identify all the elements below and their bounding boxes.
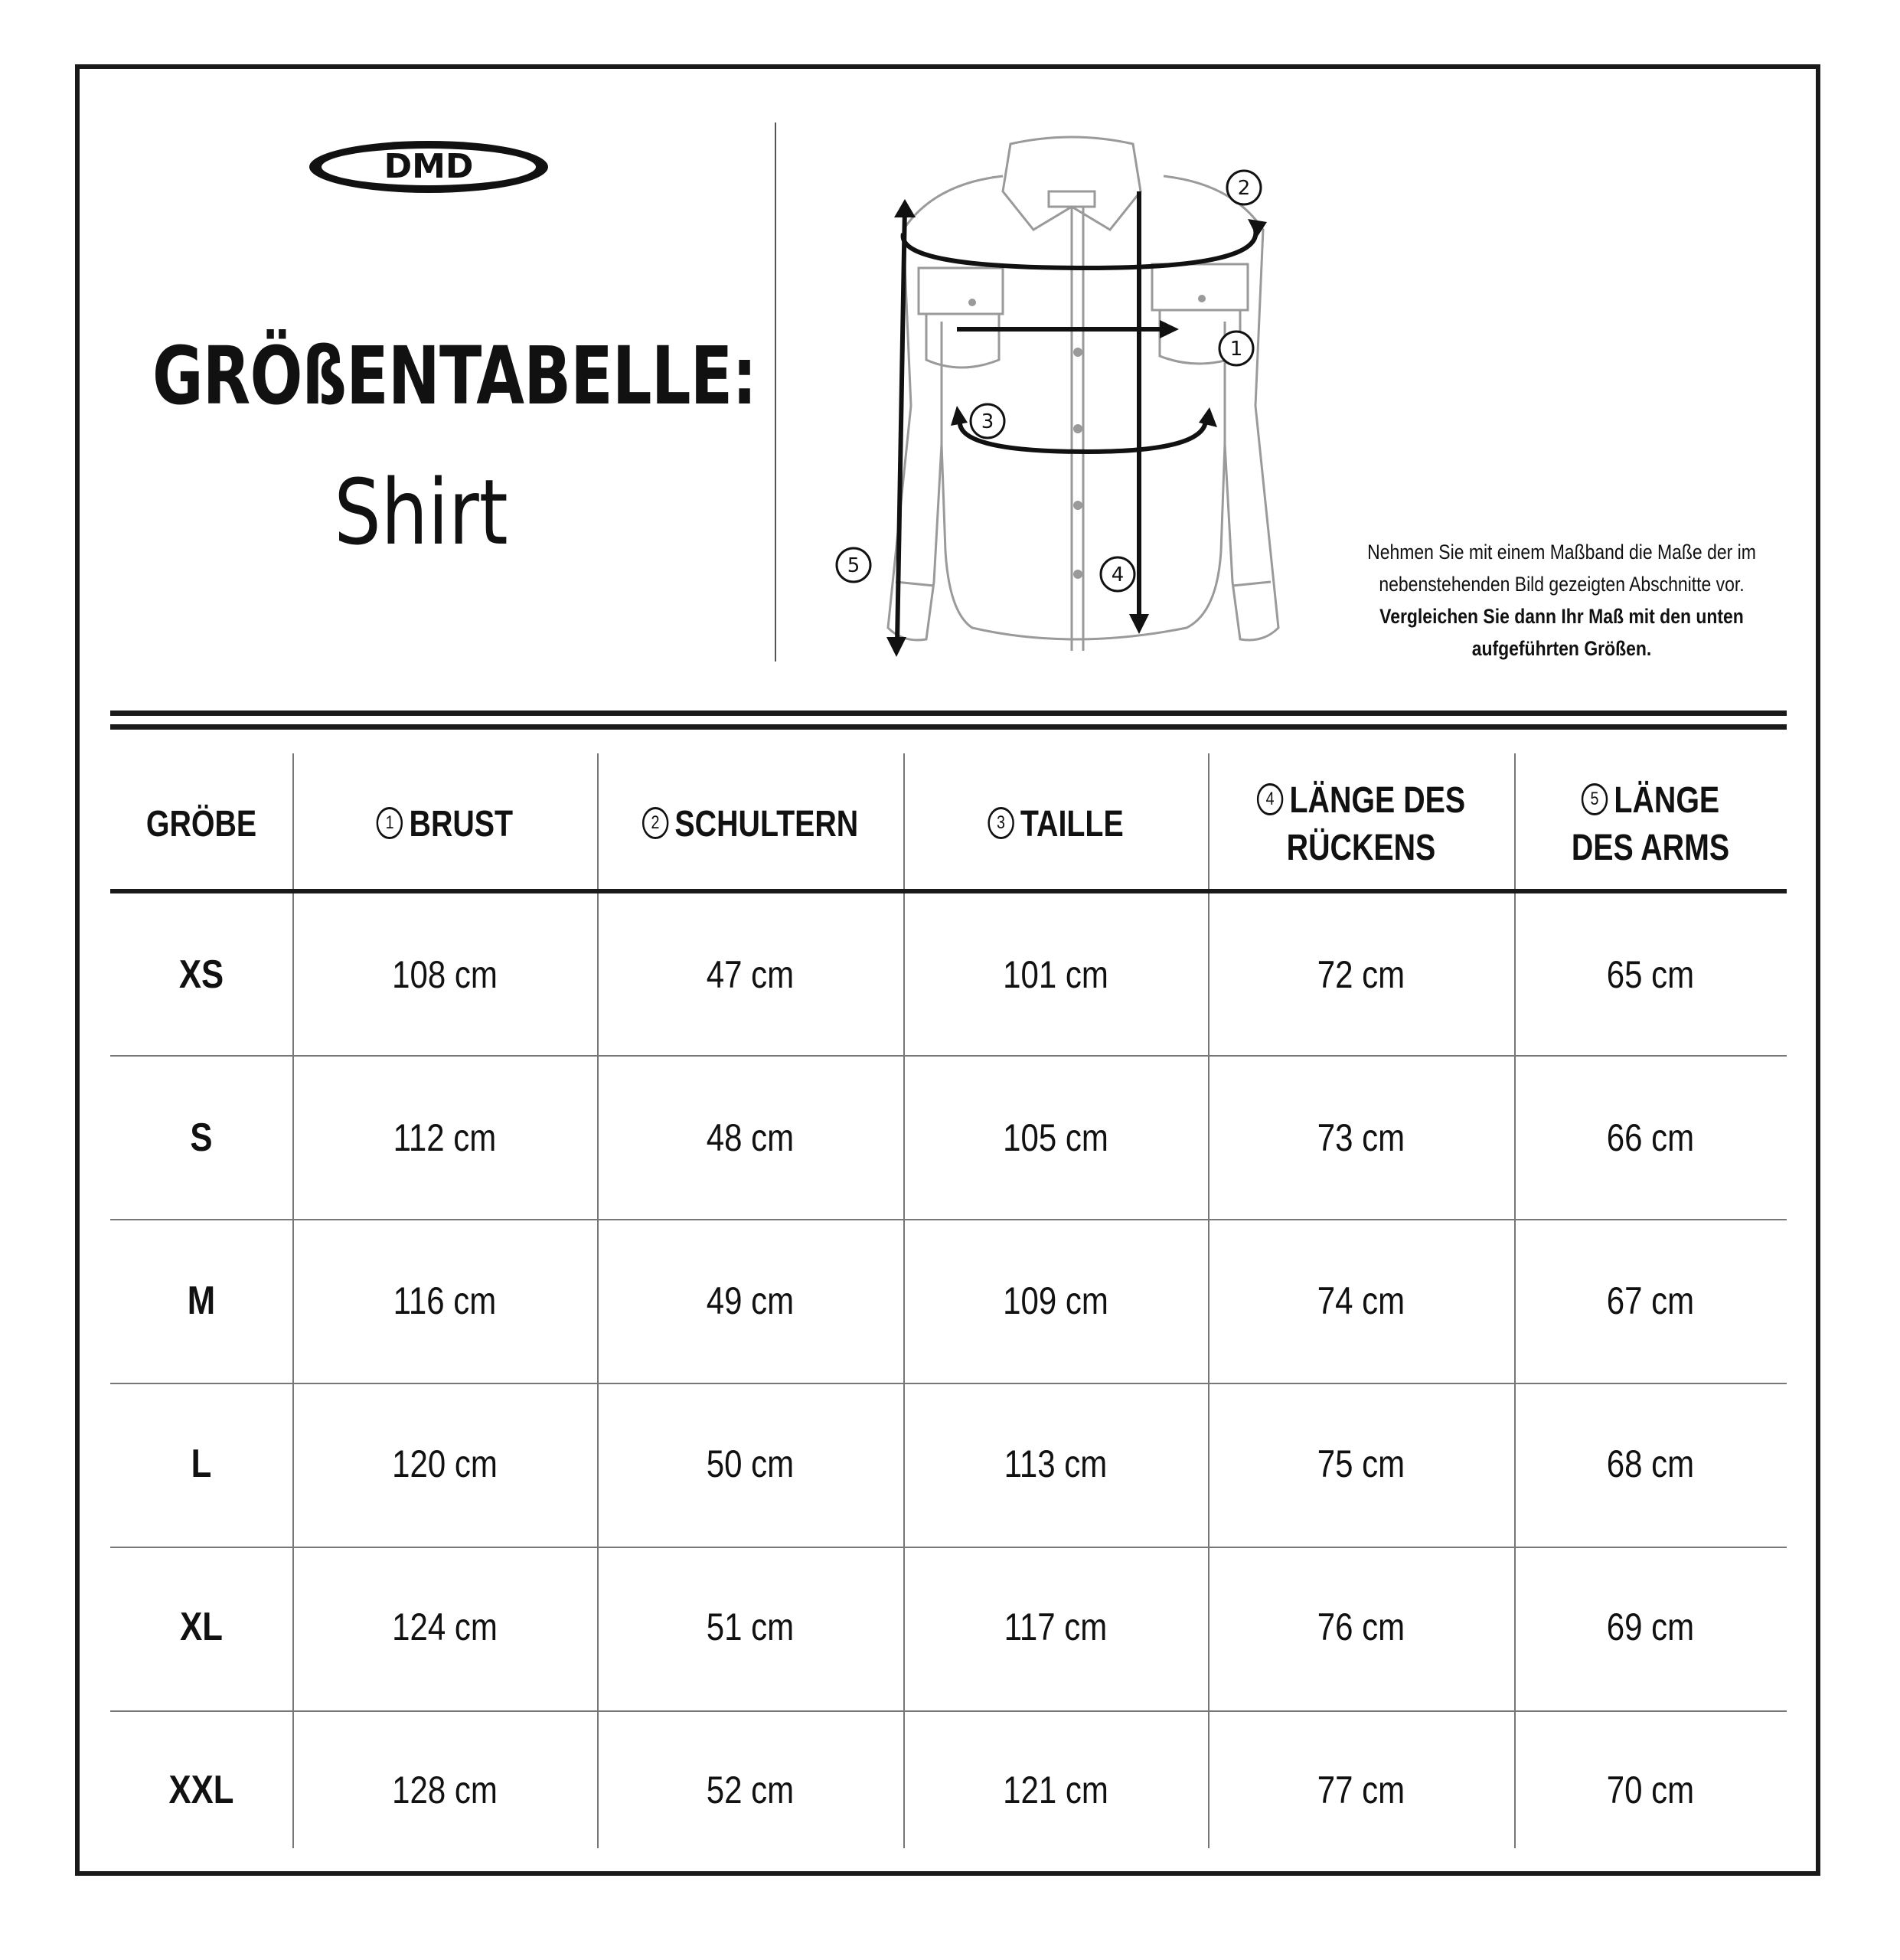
header-chest-label: BRUST [409,804,514,844]
cell-arm-length: 67 cm [1606,1279,1695,1322]
page-subtitle: Shirt [334,459,508,565]
header-back-length-line1: LÄNGE DES [1289,780,1466,821]
cell-chest: 116 cm [393,1279,497,1322]
cell-back-length: 75 cm [1317,1442,1405,1485]
cell-chest: 112 cm [393,1116,497,1159]
header-back-length [1236,758,1487,891]
marker-5: 5 [847,554,860,577]
page-title: GRÖßENTABELLE: [152,329,757,423]
cell-shoulders: 47 cm [706,953,795,996]
marker-3: 3 [981,410,994,433]
cell-arm-length: 68 cm [1606,1442,1695,1485]
cell-chest: 120 cm [392,1442,498,1485]
cell-shoulders: 51 cm [706,1606,795,1648]
logo-text: DMD [384,147,474,186]
cell-waist: 105 cm [1003,1116,1108,1159]
cell-waist: 117 cm [1004,1606,1108,1648]
cell-shoulders: 50 cm [706,1442,795,1485]
marker-2: 2 [1237,177,1251,200]
cell-back-length: 73 cm [1317,1116,1405,1159]
cell-arm-length: 70 cm [1606,1769,1695,1811]
header-waist [931,758,1180,891]
cell-waist: 113 cm [1004,1442,1108,1485]
table-top-rule-2 [110,724,1787,730]
cell-chest: 124 cm [392,1606,498,1648]
instructions-line-4: aufgeführten Größen. [1471,637,1652,660]
header-chest-number: 1 [377,807,403,839]
header-arm-length [1539,758,1762,891]
col-divider [292,753,294,1848]
cell-arm-length: 65 cm [1606,953,1695,996]
cell-waist: 109 cm [1003,1279,1108,1322]
col-divider [1514,753,1516,1848]
marker-1: 1 [1229,338,1243,361]
shirt-measurement-diagram [819,122,1294,674]
cell-size: XS [178,952,224,997]
col-divider [597,753,599,1848]
header-back-length-line2: RÜCKENS [1286,828,1436,868]
header-shoulders [625,758,876,891]
cell-size: M [187,1279,216,1323]
header-chest [320,758,570,891]
cell-arm-length: 66 cm [1606,1116,1695,1159]
header-arm-length-line1: LÄNGE [1614,780,1720,821]
header-divider [775,122,776,662]
cell-arm-length: 69 cm [1606,1606,1695,1648]
cell-waist: 101 cm [1003,953,1108,996]
cell-shoulders: 49 cm [706,1279,795,1322]
dmd-logo [306,138,551,196]
cell-back-length: 76 cm [1317,1606,1405,1648]
header-size-label: GRÖBE [145,804,257,844]
cell-chest: 108 cm [392,953,498,996]
instructions-line-2: nebenstehenden Bild gezeigten Abschnitte vor. [1379,573,1745,596]
cell-shoulders: 48 cm [706,1116,795,1159]
cell-back-length: 77 cm [1317,1769,1405,1811]
cell-size: XL [180,1605,223,1649]
instructions-line-1: Nehmen Sie mit einem Maßband die Maße der im [1367,541,1756,564]
header-arm-length-line2: DES ARMS [1571,828,1730,868]
col-divider [1208,753,1210,1848]
marker-4: 4 [1111,564,1125,586]
header-size [126,758,276,891]
table-top-rule-1 [110,710,1787,716]
col-divider [903,753,905,1848]
cell-size: L [191,1442,212,1486]
instructions-line-3: Vergleichen Sie dann Ihr Maß mit den unten [1379,605,1744,628]
header-arm-length-number: 5 [1582,783,1608,815]
cell-back-length: 74 cm [1317,1279,1405,1322]
header-waist-number: 3 [988,807,1014,839]
header-waist-label: TAILLE [1020,804,1124,844]
cell-back-length: 72 cm [1317,953,1405,996]
measuring-instructions [1340,536,1783,665]
header-shoulders-number: 2 [642,807,668,839]
cell-shoulders: 52 cm [706,1769,795,1811]
cell-chest: 128 cm [392,1769,498,1811]
cell-waist: 121 cm [1003,1769,1108,1811]
cell-size: XXL [168,1768,234,1812]
cell-size: S [190,1116,213,1160]
header-back-length-number: 4 [1257,783,1283,815]
header-shoulders-label: SCHULTERN [674,804,859,844]
